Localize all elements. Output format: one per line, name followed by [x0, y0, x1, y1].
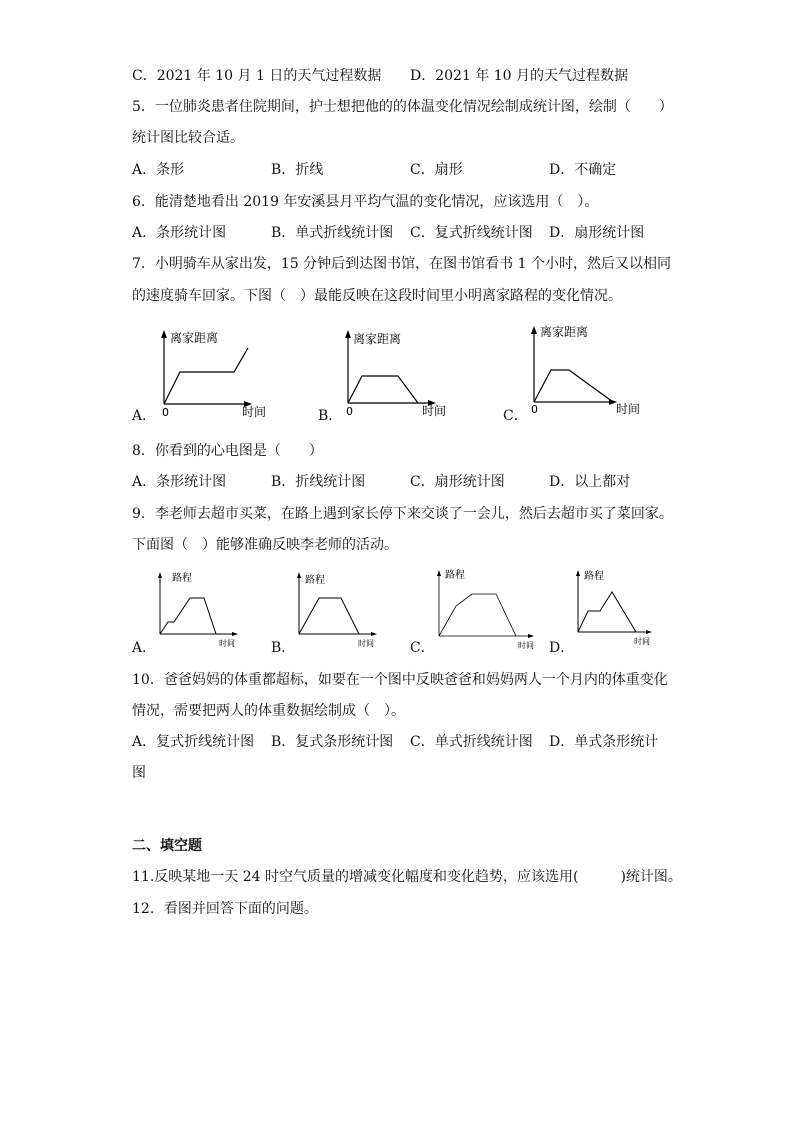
q5-option-c: C．扇形: [410, 162, 463, 178]
q7-text-line2: 的速度骑车回家。下图（ ）最能反映在这段时间里小明离家路程的变化情况。: [132, 288, 622, 304]
q8-text-line1: 8．你看到的心电图是（ ）: [132, 443, 323, 459]
q10-option-c: C．单式折线统计图: [410, 734, 533, 750]
q10-option-a: A．复式折线统计图: [132, 734, 255, 750]
q9-graph-b: [291, 568, 386, 650]
q6-option-d: D．扇形统计图: [549, 225, 645, 241]
route-line: [578, 592, 636, 632]
x-axis-arrow: [528, 634, 534, 638]
x-axis-label: 时间: [422, 404, 447, 418]
q6-option-a: A．条形统计图: [132, 225, 227, 241]
q10-text-line2: 情况，需要把两人的体重数据绘制成（ ）。: [132, 703, 405, 719]
q9-text-line1: 9．李老师去超市买菜，在路上遇到家长停下来交谈了一会儿，然后去超市买了菜回家。: [132, 506, 673, 522]
x-axis-label: 时间: [358, 639, 374, 648]
q9-graph-a-letter: A．: [132, 640, 157, 656]
y-axis-arrow: [161, 330, 167, 338]
route-line: [160, 598, 216, 634]
q7-text-line1: 7．小明骑车从家出发，15 分钟后到达图书馆，在图书馆看书 1 个小时，然后又以相同: [132, 256, 671, 272]
q6-text-line1: 6．能清楚地看出 2019 年安溪县月平均气温的变化情况，应该选用（ ）。: [132, 194, 599, 210]
y-axis-arrow: [297, 572, 301, 578]
q8-option-d: D．以上都对: [549, 474, 631, 490]
q9-graph-c: [430, 566, 545, 652]
origin-label: 0: [346, 405, 353, 418]
x-axis-label: 时间: [518, 641, 534, 650]
q7-graph-a: [150, 328, 280, 420]
section-title-fill-blank: 二、填空题: [132, 838, 202, 854]
route-line: [299, 598, 359, 634]
q5-text-line2: 统计图比较合适。: [132, 130, 244, 146]
q6-option-b: B．单式折线统计图: [271, 225, 394, 241]
y-axis-label: 离家距离: [170, 331, 219, 345]
y-axis-arrow: [158, 572, 162, 578]
q6-option-c: C．复式折线统计图: [410, 225, 533, 241]
q7-graph-c-letter: C．: [503, 408, 528, 424]
origin-label: 0: [162, 406, 169, 419]
x-axis-label: 时间: [634, 637, 650, 646]
y-axis-label: 路程: [172, 573, 192, 584]
q9-graph-d: [568, 566, 663, 650]
x-axis-label: 时间: [616, 402, 641, 416]
y-axis-label: 路程: [445, 570, 465, 581]
q12-text-line1: 12．看图并回答下面的问题。: [132, 901, 318, 917]
y-axis-label: 离家距离: [540, 325, 589, 339]
y-axis-label: 路程: [305, 575, 325, 586]
q4-option-d: D．2021 年 10 月的天气过程数据: [410, 68, 629, 84]
origin-label: 0: [531, 403, 538, 416]
q8-option-a: A．条形统计图: [132, 474, 227, 490]
x-axis-arrow: [232, 632, 238, 636]
x-axis-label: 时间: [219, 639, 235, 648]
q7-graph-a-letter: A．: [132, 408, 157, 424]
q10-option-d: D．单式条形统计: [549, 734, 659, 750]
y-axis-label: 离家距离: [353, 332, 402, 346]
q9-graph-a: [152, 568, 247, 650]
q5-option-a: A．条形: [132, 162, 185, 178]
q7-graph-c: [521, 318, 651, 418]
x-axis-arrow: [646, 630, 652, 634]
q5-option-d: D．不确定: [549, 162, 617, 178]
q4-option-c: C．2021 年 10 月 1 日的天气过程数据: [132, 68, 382, 84]
y-axis-arrow: [576, 570, 580, 576]
q8-option-b: B．折线统计图: [271, 474, 366, 490]
q7-graph-b: [336, 328, 466, 420]
q10-option-d-wrap: 图: [132, 765, 146, 781]
x-axis-label: 时间: [242, 405, 267, 419]
q8-option-c: C．扇形统计图: [410, 474, 505, 490]
y-axis-arrow: [345, 330, 351, 338]
q9-graph-c-letter: C．: [410, 640, 435, 656]
y-axis-label: 路程: [584, 571, 604, 582]
q9-graph-d-letter: D．: [549, 640, 575, 656]
x-axis-arrow: [371, 632, 377, 636]
route-line: [439, 594, 516, 636]
q9-graph-b-letter: B．: [271, 640, 296, 656]
distance-line: [164, 348, 248, 404]
distance-line: [534, 370, 613, 402]
distance-line: [348, 376, 418, 403]
q7-graph-b-letter: B．: [318, 408, 343, 424]
q9-text-line2: 下面图（ ）能够准确反映李老师的活动。: [132, 537, 398, 553]
q10-text-line1: 10．爸爸妈妈的体重都超标，如要在一个图中反映爸爸和妈妈两人一个月内的体重变化: [132, 672, 668, 688]
q5-text-line1: 5．一位肺炎患者住院期间，护士想把他的的体温变化情况绘制成统计图，绘制（ ）: [132, 99, 673, 115]
q10-option-b: B．复式条形统计图: [271, 734, 394, 750]
q5-option-b: B．折线: [271, 162, 324, 178]
y-axis-arrow: [437, 570, 441, 576]
y-axis-arrow: [531, 326, 537, 334]
q11-text-line1: 11.反映某地一天 24 时空气质量的增减变化幅度和变化趋势，应该选用( )统计图。: [132, 869, 682, 885]
